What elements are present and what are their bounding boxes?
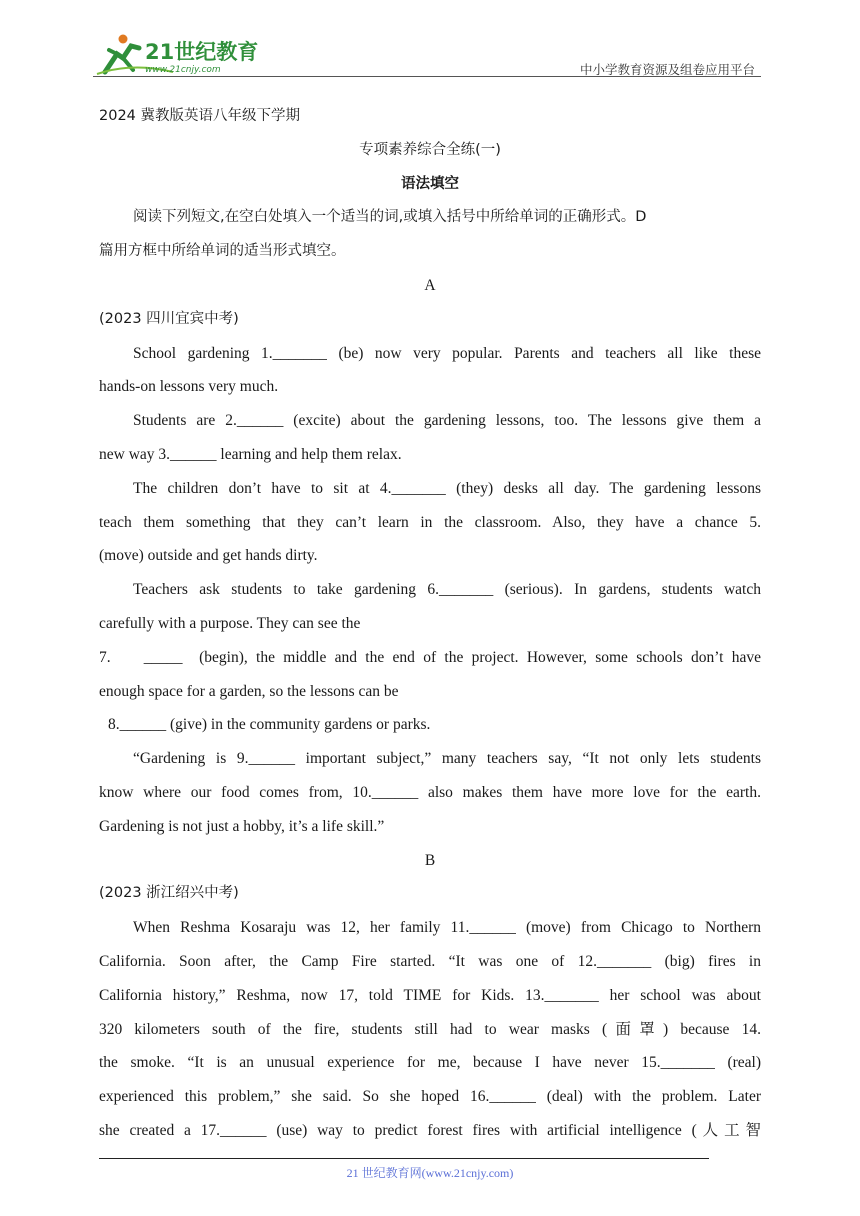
part-a-heading: A [424,276,436,294]
doc-title-line: 2024 冀教版英语八年级下学期 [99,108,301,124]
passage-a-line: Students are 2.______ (excite) about the gardening lessons, too. The lessons give them a [133,412,761,430]
doc-subtitle: 专项素养综合全练(一) [359,141,501,158]
instruction-line-2: 篇用方框中所给单词的适当形式填空。 [99,243,346,260]
passage-a-line: Gardening is not just a hobby, it’s a life skill.” [99,817,385,835]
passage-a-line: new way 3.______ learning and help them relax. [99,445,402,463]
passage-b-line: 320 kilometers south of the fire, students still had to wear masks (面罩) because 14. [99,1020,761,1038]
passage-a-line: hands-on lessons very much. [99,378,279,396]
passage-a-line: 7. _____ (begin), the middle and the end of the project. However, some schools don’t have [99,648,761,666]
passage-b-line: the smoke. “It is an unusual experience for me, because I have never 15._______ (real) [99,1054,761,1072]
part-a-source: (2023 四川宜宾中考) [99,310,239,327]
passage-b-line: California. Soon after, the Camp Fire started. “It was one of 12._______ (big) fires in [99,952,761,970]
passage-b-line: When Reshma Kosaraju was 12, her family 11.______ (move) from Chicago to Northern [133,919,761,937]
part-b-source: (2023 浙江绍兴中考) [99,885,239,902]
svg-text:www.21cnjy.com: www.21cnjy.com [145,65,221,75]
passage-a-line: teach them something that they can’t learn in the classroom. Also, they have a chance 5. [99,513,761,531]
svg-text:21世纪教育: 21世纪教育 [145,40,259,64]
instruction-line-1: 阅读下列短文,在空白处填入一个适当的词,或填入括号中所给单词的正确形式。D [133,209,647,226]
footer-text: 21 世纪教育网(www.21cnjy.com) [346,1166,514,1180]
passage-a-line: Teachers ask students to take gardening 6._______ (serious). In gardens, students watch [133,581,761,599]
logo-21cnjy-icon [93,32,263,76]
passage-a-line: School gardening 1._______ (be) now very popular. Parents and teachers all like these [133,344,761,362]
passage-a-line: carefully with a purpose. They can see the [99,614,361,632]
passage-a-line: (move) outside and get hands dirty. [99,547,318,565]
document-body [99,100,761,1148]
platform-label: 中小学教育资源及组卷应用平台 [579,62,755,77]
passage-a-line: enough space for a garden, so the lessons can be [99,682,399,700]
passage-a-line: 8.______ (give) in the community gardens or parks. [108,716,431,734]
footer-divider [99,1158,709,1159]
page-header [93,30,761,80]
header-divider [93,76,761,77]
passage-b-line: she created a 17.______ (use) way to predict forest fires with artificial intelligence (人工智 [99,1121,761,1139]
passage-a-line: know where our food comes from, 10.______ also makes them have more love for the earth. [99,783,761,801]
passage-b-line: experienced this problem,” she said. So she hoped 16.______ (deal) with the problem. Later [99,1088,761,1106]
passage-b-line: California history,” Reshma, now 17, told TIME for Kids. 13._______ her school was about [99,986,761,1004]
passage-a-line: The children don’t have to sit at 4._______ (they) desks all day. The gardening lessons [133,479,761,497]
part-b-heading: B [424,851,436,869]
section-heading: 语法填空 [401,175,459,192]
passage-a-line: “Gardening is 9.______ important subject,” many teachers say, “It not only lets students [133,750,761,768]
